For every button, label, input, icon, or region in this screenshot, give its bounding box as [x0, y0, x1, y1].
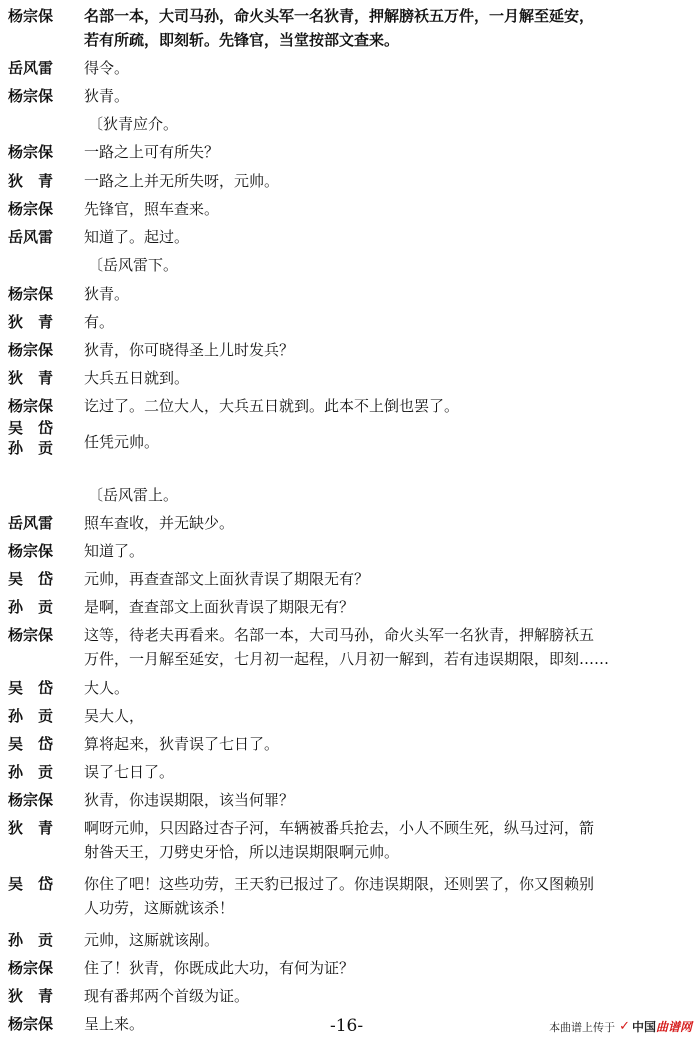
stage-direction: [0, 112, 700, 136]
speaker-name: 孙 贡: [8, 707, 54, 725]
dialogue-text: 一路之上并无所失呀，元帅。: [84, 172, 280, 190]
speaker-name: 吴 岱 孙 贡: [8, 419, 54, 457]
speaker-name: 孙 贡: [8, 763, 54, 781]
dialogue-line: [0, 169, 700, 193]
dialogue-text: 大人。: [84, 679, 130, 697]
dialogue-text: 狄青。: [84, 285, 130, 303]
dialogue-text: 人功劳，这厮就该杀！: [84, 899, 235, 917]
speaker-name: 狄 青: [8, 313, 54, 331]
dialogue-line: [0, 788, 700, 812]
speaker-name: 孙 贡: [8, 931, 54, 949]
dialogue-text: 呈上来。: [84, 1015, 145, 1033]
stage-direction-text: 〔狄青应介。: [88, 115, 179, 133]
dialogue-line: [0, 366, 700, 390]
dialogue-line: [0, 4, 700, 28]
speaker-name: 杨宗保: [8, 791, 54, 809]
dialogue-line: [0, 567, 700, 591]
dialogue-line: [0, 56, 700, 80]
dialogue-text: 狄青，你可晓得圣上儿时发兵？: [84, 341, 295, 359]
dialogue-text: 吴大人，: [84, 707, 145, 725]
dialogue-line: [0, 282, 700, 306]
speaker-name: 狄 青: [8, 172, 54, 190]
dialogue-line: [0, 840, 700, 864]
speaker-name: 岳风雷: [8, 59, 54, 77]
dialogue-line: [0, 310, 700, 334]
speaker-name: 吴 岱: [8, 735, 54, 753]
speaker-name: 吴 岱: [8, 570, 54, 588]
dialogue-text: 大兵五日就到。: [84, 369, 190, 387]
page-number: -16-: [330, 1016, 364, 1036]
dialogue-line: [0, 419, 700, 470]
dialogue-text: 元帅，再查查部文上面狄青误了期限无有？: [84, 570, 370, 588]
dialogue-text: 有。: [84, 313, 115, 331]
dialogue-text: 现有番邦两个首级为证。: [84, 987, 250, 1005]
dialogue-text: 算将起来，狄青误了七日了。: [84, 735, 280, 753]
dialogue-text: 知道了。: [84, 542, 145, 560]
dialogue-line: [0, 984, 700, 1008]
speaker-name: 杨宗保: [8, 143, 54, 161]
speaker-name: 杨宗保: [8, 341, 54, 359]
dialogue-text: 名部一本，大司马孙，命火头军一名狄青，押解膀袄五万件，一月解至延安，: [84, 7, 595, 25]
dialogue-text: 万件，一月解至延安，七月初一起程，八月初一解到，若有违误期限，即刻……: [84, 650, 610, 668]
stage-direction-text: 〔岳风雷上。: [88, 486, 179, 504]
speaker-name: 杨宗保: [8, 397, 54, 415]
dialogue-text: 一路之上可有所失？: [84, 143, 220, 161]
dialogue-line: [0, 896, 700, 920]
stage-direction-text: 〔岳风雷下。: [88, 256, 179, 274]
dialogue-line: [0, 338, 700, 362]
dialogue-text: 知道了。起过。: [84, 228, 190, 246]
speaker-name: 杨宗保: [8, 87, 54, 105]
speaker-name: 狄 青: [8, 819, 54, 837]
dialogue-line: [0, 595, 700, 619]
dialogue-text: 讫过了。二位大人，大兵五日就到。此本不上倒也罢了。: [84, 397, 460, 415]
dialogue-text: 照车查收，并无缺少。: [84, 514, 235, 532]
dialogue-text: 你住了吧！这些功劳，王天豹已报过了。你违误期限，还则罢了，你又图赖别: [84, 875, 595, 893]
dialogue-line: [0, 623, 700, 647]
speaker-name: 杨宗保: [8, 285, 54, 303]
dialogue-text: 住了！狄青，你既成此大功，有何为证？: [84, 959, 355, 977]
dialogue-line: [0, 28, 700, 52]
dialogue-line: [0, 872, 700, 896]
stage-direction: [0, 253, 700, 277]
speaker-name: 狄 青: [8, 987, 54, 1005]
speaker-name: 吴 岱: [8, 679, 54, 697]
pencil-check-icon: ✓: [619, 1019, 630, 1034]
site-watermark: [549, 1018, 692, 1035]
dialogue-text: 元帅，这厮就该剐。: [84, 931, 220, 949]
watermark-brand-right: 曲谱网: [655, 1020, 692, 1034]
speaker-name: 杨宗保: [8, 626, 54, 644]
dialogue-line: [0, 197, 700, 221]
watermark-brand-left: 中国: [631, 1020, 656, 1034]
dialogue-line: [0, 84, 700, 108]
speaker-name: 杨宗保: [8, 7, 54, 25]
dialogue-text: 先锋官，照车查来。: [84, 200, 220, 218]
dialogue-text: 狄青，你违误期限，该当何罪？: [84, 791, 295, 809]
dialogue-line: [0, 511, 700, 535]
dialogue-text: 狄青。: [84, 87, 130, 105]
dialogue-text: 是啊，查查部文上面狄青误了期限无有？: [84, 598, 355, 616]
dialogue-line: [0, 140, 700, 164]
stage-direction: [0, 483, 700, 507]
dialogue-text: 若有所疏，即刻斩。先锋官，当堂按部文查来。: [84, 31, 400, 49]
watermark-prefix: 本曲谱上传于: [549, 1020, 616, 1034]
dialogue-text: 射昝天王，刀劈史牙恰，所以违误期限啊元帅。: [84, 843, 400, 861]
watermark-logo: [619, 1018, 692, 1035]
dialogue-line: [0, 732, 700, 756]
dialogue-line: [0, 676, 700, 700]
dialogue-line: [0, 760, 700, 784]
speaker-name: 孙 贡: [8, 598, 54, 616]
dialogue-text: 任凭元帅。: [84, 433, 160, 451]
dialogue-text: 这等，待老夫再看来。名部一本，大司马孙，命火头军一名狄青，押解膀袄五: [84, 626, 595, 644]
dialogue-line: [0, 704, 700, 728]
speaker-name: 岳风雷: [8, 514, 54, 532]
speaker-name: 杨宗保: [8, 1015, 54, 1033]
dialogue-line: [0, 928, 700, 952]
dialogue-line: [0, 956, 700, 980]
dialogue-line: [0, 816, 700, 840]
speaker-name: 杨宗保: [8, 959, 54, 977]
dialogue-line: [0, 539, 700, 563]
dialogue-text: 得令。: [84, 59, 130, 77]
dialogue-line: [0, 647, 700, 671]
speaker-name: 岳风雷: [8, 228, 54, 246]
dialogue-line: [0, 394, 700, 418]
speaker-name: 吴 岱: [8, 875, 54, 893]
dialogue-text: 啊呀元帅，只因路过杏子河，车辆被番兵抢去，小人不顾生死，纵马过河，箭: [84, 819, 595, 837]
speaker-name: 狄 青: [8, 369, 54, 387]
speaker-name: 杨宗保: [8, 542, 54, 560]
speaker-name: 杨宗保: [8, 200, 54, 218]
dialogue-line: [0, 225, 700, 249]
dialogue-text: 误了七日了。: [84, 763, 175, 781]
